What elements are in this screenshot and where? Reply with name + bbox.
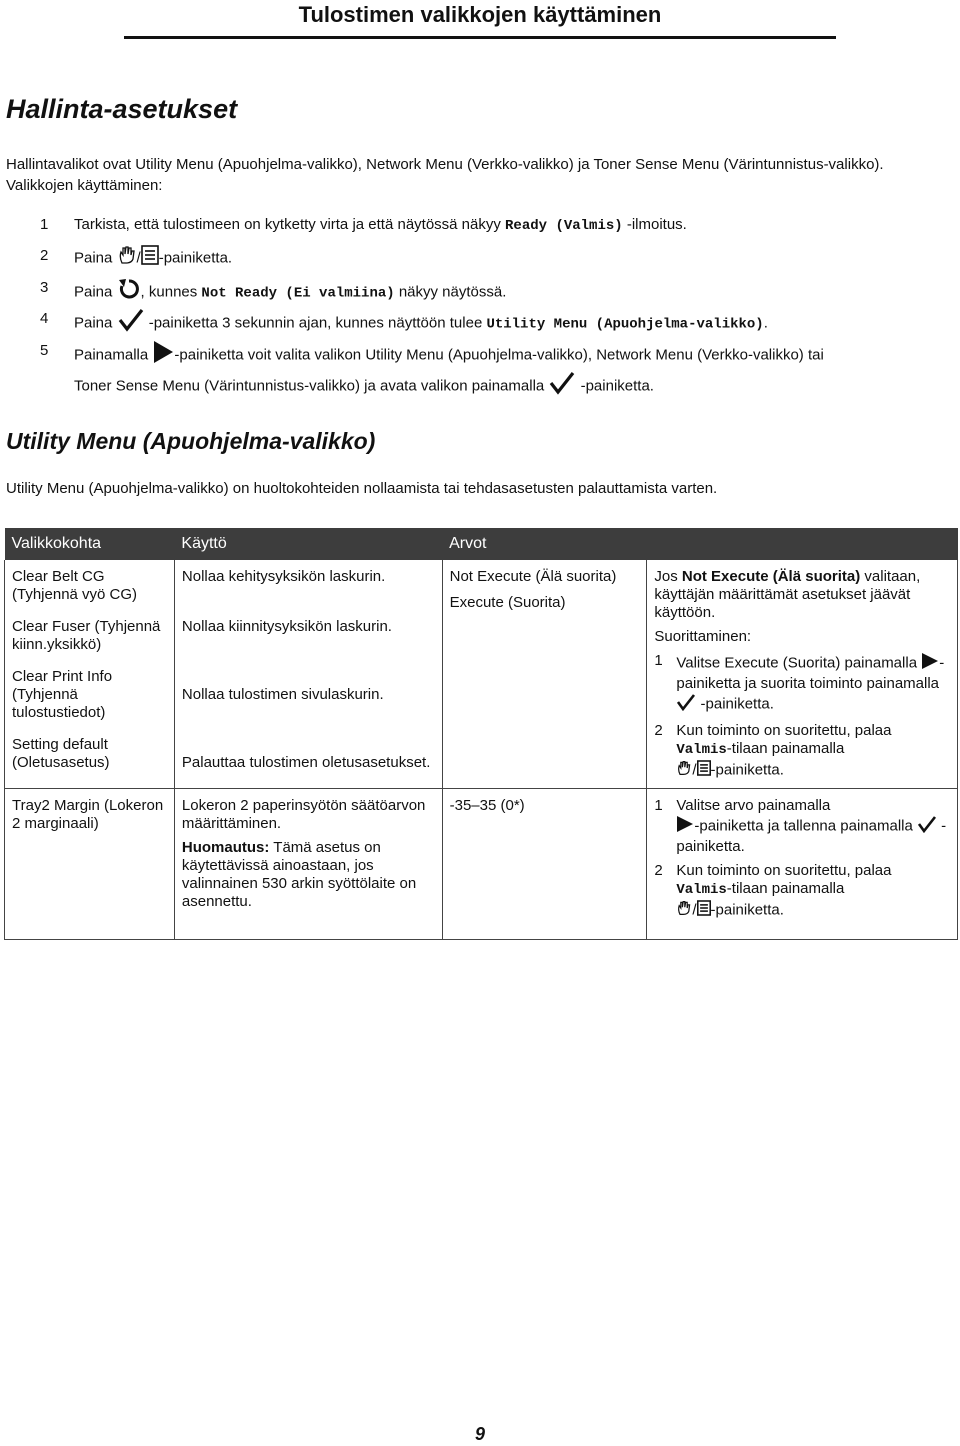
menu-item-use: Nollaa kehitysyksikön laskurin. xyxy=(181,568,386,585)
section-title-admin: Hallinta-asetukset xyxy=(6,94,238,124)
menu-item-name: Clear Belt CG (Tyhjennä vyö CG) xyxy=(12,568,138,603)
menu-list-icon xyxy=(697,900,711,921)
right-arrow-icon xyxy=(152,340,174,371)
menu-item-name: Tray2 Margin (Lokeron 2 marginaali) xyxy=(12,797,164,832)
note-step: 2 Kun toiminto on suoritettu, palaa Valmis-tilaan painamalla / -painiketta. xyxy=(654,722,950,782)
menu-item-use: Lokeron 2 paperinsyötön säätöarvon määrittäminen. xyxy=(181,797,426,832)
menu-item-name: Clear Print Info (Tyhjennä tulostustiedot) xyxy=(12,668,113,721)
table-header: Arvot xyxy=(442,528,957,560)
note-text: Jos Not Execute (Älä suorita) valitaan, käyttäjän määrittämät asetukset jäävät käyttöön. xyxy=(654,568,921,621)
right-arrow-icon xyxy=(676,815,694,838)
check-icon xyxy=(917,815,937,838)
menu-item-name: Clear Fuser (Tyhjennä kiinn.yksikkö) xyxy=(12,618,161,653)
display-message: Ready (Valmis) xyxy=(505,218,623,234)
note-step: 1 Valitse Execute (Suorita) painamalla -painiketta ja suorita toiminto painamalla -painiketta. xyxy=(654,652,950,716)
note-text: Suorittaminen: xyxy=(654,628,752,645)
table-header-row xyxy=(5,528,958,560)
section-intro-utility: Utility Menu (Apuohjelma-valikko) on huoltokohteiden nollaamista tai tehdasasetusten palauttamista varten. xyxy=(6,480,718,497)
stop-hand-icon xyxy=(117,245,137,272)
menu-item-use: Nollaa tulostimen sivulaskurin. xyxy=(181,686,384,703)
right-arrow-icon xyxy=(921,652,939,675)
table-row xyxy=(5,560,958,789)
table-row xyxy=(5,789,958,940)
step-number: 1 xyxy=(40,216,49,233)
menu-list-icon xyxy=(141,245,159,272)
check-icon xyxy=(548,371,576,402)
stop-hand-icon xyxy=(676,899,692,922)
table-header: Käyttö xyxy=(174,528,442,560)
page-header-title: Tulostimen valikkojen käyttäminen xyxy=(298,2,662,27)
check-icon xyxy=(676,693,696,716)
menu-item-note: Huomautus: Tämä asetus on käytettävissä ainoastaan, jos valinnainen 530 arkin syöttölaite on asennettu. xyxy=(181,839,417,910)
menu-value: -35–35 (0*) xyxy=(449,797,525,814)
menu-value: Execute (Suorita) xyxy=(449,594,566,611)
note-step: 2 Kun toiminto on suoritettu, palaa Valmis-tilaan painamalla / -painiketta. xyxy=(654,862,950,922)
utility-menu-table xyxy=(4,528,958,940)
menu-item-name: Setting default (Oletusasetus) xyxy=(12,736,110,771)
header-rule xyxy=(124,36,836,39)
check-icon xyxy=(117,308,145,339)
table-header: Valikkokohta xyxy=(5,528,175,560)
menu-item-use: Nollaa kiinnitysyksikön laskurin. xyxy=(181,618,392,635)
stop-hand-icon xyxy=(676,759,692,782)
section-intro: Hallintavalikot ovat Utility Menu (Apuohjelma-valikko), Network Menu (Verkko-valikko) ja Toner Sense Menu (Värintunnistus-valikko). Valikkojen käyttäminen: xyxy=(6,156,884,194)
menu-value: Not Execute (Älä suorita) xyxy=(449,568,617,585)
page-number: 9 xyxy=(474,1424,485,1444)
back-arrow-icon xyxy=(117,277,141,308)
display-message: Not Ready (Ei valmiina) xyxy=(201,285,395,302)
menu-list-icon xyxy=(697,760,711,781)
display-message: Utility Menu (Apuohjelma-valikko) xyxy=(486,316,764,333)
note-step: 1 Valitse arvo painamalla -painiketta ja tallenna painamalla -painiketta. xyxy=(654,797,947,855)
menu-item-use: Palauttaa tulostimen oletusasetukset. xyxy=(181,754,431,771)
section-title-utility-menu: Utility Menu (Apuohjelma-valikko) xyxy=(6,428,376,454)
